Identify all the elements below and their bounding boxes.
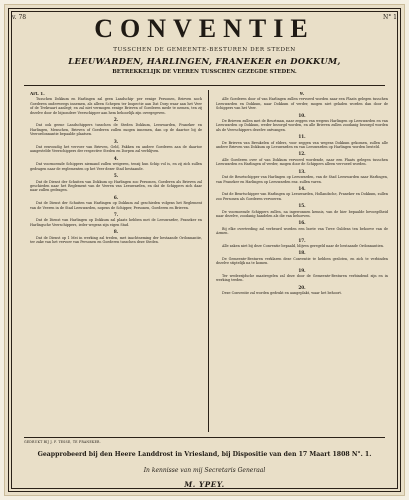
article-number: 10. [298, 112, 306, 118]
article [216, 286, 388, 296]
article [216, 251, 388, 265]
signatory-name: M. YPEY. [184, 480, 225, 489]
article-text: Deze Conventie zal worden gedrukt en aangeplakt, waar het behoort. [222, 291, 342, 296]
article-text: Dat ook geene Landschippers tusschen de Steden Dokkum, Leeuwarden, Franeker en Harlingen, Menschen, Brieven of Goederen zullen mogen innemen, dan op de daartoe bij de Veerordonnantie bepaalde plaatsen. [30, 123, 202, 137]
article [30, 140, 202, 154]
corner-note-left: v. 78 [12, 14, 27, 21]
article-text: Ter wederzijdsche maatregelen zal deze door de Gemeente-Besturen verbindend zijn en in werking treden. [216, 274, 388, 283]
article [30, 118, 202, 137]
document-title: CONVENTIE [94, 14, 315, 43]
article [216, 221, 388, 235]
article-text: Bij elke overtreding zal verbeurd worden een boete van Twee Guldens ten behoeve van de Armen. [216, 226, 388, 236]
article [30, 174, 202, 193]
article-text: De Brieven zullen met de Beurtman, naar zeggen van wegens Harlingen op Leeuwarden en van Leeuwarden op Dokkum, weder bezorgd worden, en alle Brieven zullen zoodanig bezorgd worden als de Veerschippers dezelve ontvangen. [216, 119, 388, 132]
article [30, 213, 202, 227]
printer-imprint: GEDRUKT BIJ J. F. TESSE, TE FRANEKER. [24, 440, 101, 444]
article [216, 135, 388, 149]
article-number: 7. [113, 211, 119, 217]
article [216, 187, 388, 201]
article-number: 20. [298, 284, 306, 290]
document-sheet [4, 4, 405, 496]
article [216, 92, 388, 111]
subtitle-subject: BETREKKELIJK DE VEEREN TUSSCHEN GEZEGDE STEDEN. [112, 69, 297, 75]
header-rule [24, 85, 385, 86]
article-text: Dat de Beurtschipper van Harlingen op Leeuwarden, van de Stad Leeuwarden naar Harlingen, van Franeker en Harlingen op Leeuwarden enz. zullen varen. [216, 175, 388, 184]
article-number: Art. 1. [30, 92, 45, 96]
subtitle-parties: TUSSCHEN DE GEMEENTE-BESTUREN DER STEDEN [113, 47, 296, 53]
article [216, 114, 388, 133]
footer-rule [24, 437, 385, 438]
article-number: 2. [113, 117, 119, 123]
column-divider [208, 90, 209, 432]
articles-left-column [30, 92, 202, 432]
article-text: De voornoemde Schippers zullen, na ingewonnen kennis, van de hier bepaalde bevoegdheid naar dezelve, zoodanig handelen als die van behoeven. [216, 209, 388, 218]
article-text: Dat de Beurtschipper van Harlingen op Leeuwarden, Hollandsche, Franeker en Dokkum, zullen zoo Personen als Goederen vervoeren. [216, 192, 388, 201]
attestation-line: In kennisse van mij Secretaris Generaal [143, 467, 266, 474]
article-text: Dat de Dienst op 1 Mei in werking zal treden, met inachtneming der bestaande Ordonnantie, ter zake van het vervoer van Personen en Goederen tusschen deze Steden. [30, 235, 202, 244]
article-number: 5. [113, 173, 119, 179]
article-number: 19. [298, 267, 306, 273]
article-number: 14. [298, 185, 306, 191]
approval-line: Geapprobeerd bij den Heere Landdrost in Vriesland, bij Dispositie van den 17 Maart 1808 N°. 1. [37, 451, 372, 458]
article-text: Dat de Dienst der Schuiten van Dokkum op Harlingen zoo Personen, Goederen als Brieven zal geschieden naar het Reglement van de Veeren van Leeuwarden, en dat de Schippers zich daar naar zullen gedragen. [30, 179, 202, 193]
article-number: 16. [298, 220, 306, 226]
article-text: Dat eenvoudig het vervoer van Brieven, Geld, Pakken en andere Goederen aan de daartoe aangestelde Veerschippers der respective Steden en Dorpen zal verblijven. [30, 145, 202, 154]
article [216, 204, 388, 218]
article-text: Dat de Dienst van Harlingen op Dokkum zal plaats hebben met de Leeuwarder, Franeker en Harlingsche Veerschippers, ieder wegens zijn eigen Stad. [30, 218, 202, 227]
article-text: De Brieven van Breukelen of elders, voor zeggen van wegens Dokkum gekomen, zullen alle andere Brieven van Dokkum op Leeuwarden en van Leeuwarden op Harlingen worden besteld. [216, 140, 388, 150]
article-number: 13. [298, 168, 306, 174]
article [30, 196, 202, 210]
articles-right-column [216, 92, 388, 432]
article-number: 3. [113, 138, 119, 144]
article-text: Dat voornoemde Schippers niemand zullen weigeren, tenzij hun Schip vol is, en zij zich zullen gedragen naar de reglementen op het Veer dezer Stad bestaande. [30, 162, 202, 171]
article-text: De Gemeente-Besturen verklaren deze Conventie te hebben gesloten, en zich te verbinden dezelve stiptelijk na te komen. [216, 256, 388, 266]
article [30, 230, 202, 244]
article [216, 170, 388, 184]
article-text: Alle Goederen over of van Dokkum vervoerd wordende, naar een Plaats gelegen tusschen Leeuwarden en Harlingen of verder, mogen door de Schippers alleen vervoerd worden. [216, 157, 388, 167]
article-text: Tusschen Dokkum en Harlingen zal geen Landschip- per eenige Personen, Brieven noch Goederen onderweegs innemen, als alleen Schepen ter Inspectie aan Dat Dorp waar aan het Veer of de Trekvaart aanlegt; en zal niet vermogen eenige Brieven of Goederen mede te nemen, ten zij dezelve door de bijzondere Veerschipper aan hem behoorlijk zijn overgegeven. [30, 97, 202, 115]
article-text: Alle zaken niet bij deze Conventie bepaald, blijven geregeld naar de bestaande Ordonnantien. [222, 243, 384, 248]
article-number: 17. [298, 237, 306, 243]
article-number: 4. [113, 155, 119, 161]
article-text: Dat de Dienst der Schuiten van Harlingen op Dokkum zal geschieden volgens het Reglement van de Veeren in de Stad Leeuwarden, nopens de Schipper, Personen, Goederen en Brieven. [30, 201, 202, 210]
article-number: 12. [298, 151, 306, 157]
subtitle-cities: LEEUWARDEN, HARLINGEN, FRANEKER en DOKKUM, [68, 56, 341, 66]
article-number: 18. [298, 250, 306, 256]
article-number: 8. [113, 229, 119, 235]
article [30, 92, 202, 115]
article-number: 9. [299, 92, 305, 96]
article [216, 239, 388, 249]
article-number: 6. [113, 194, 119, 200]
article-text: Alle Goederen door of van Harlingen zullen vervoerd worden naar een Plaats gelegen tusschen Leeuwarden en Dokkum, naar Dokkum of verder, mogen niet geladen worden dan door de Schippers van het Veer. [216, 97, 388, 111]
article-number: 11. [298, 134, 306, 140]
article [30, 157, 202, 171]
article [216, 269, 388, 283]
article-number: 15. [298, 203, 306, 209]
article [216, 152, 388, 166]
corner-note-right: N° 1 [383, 14, 397, 21]
